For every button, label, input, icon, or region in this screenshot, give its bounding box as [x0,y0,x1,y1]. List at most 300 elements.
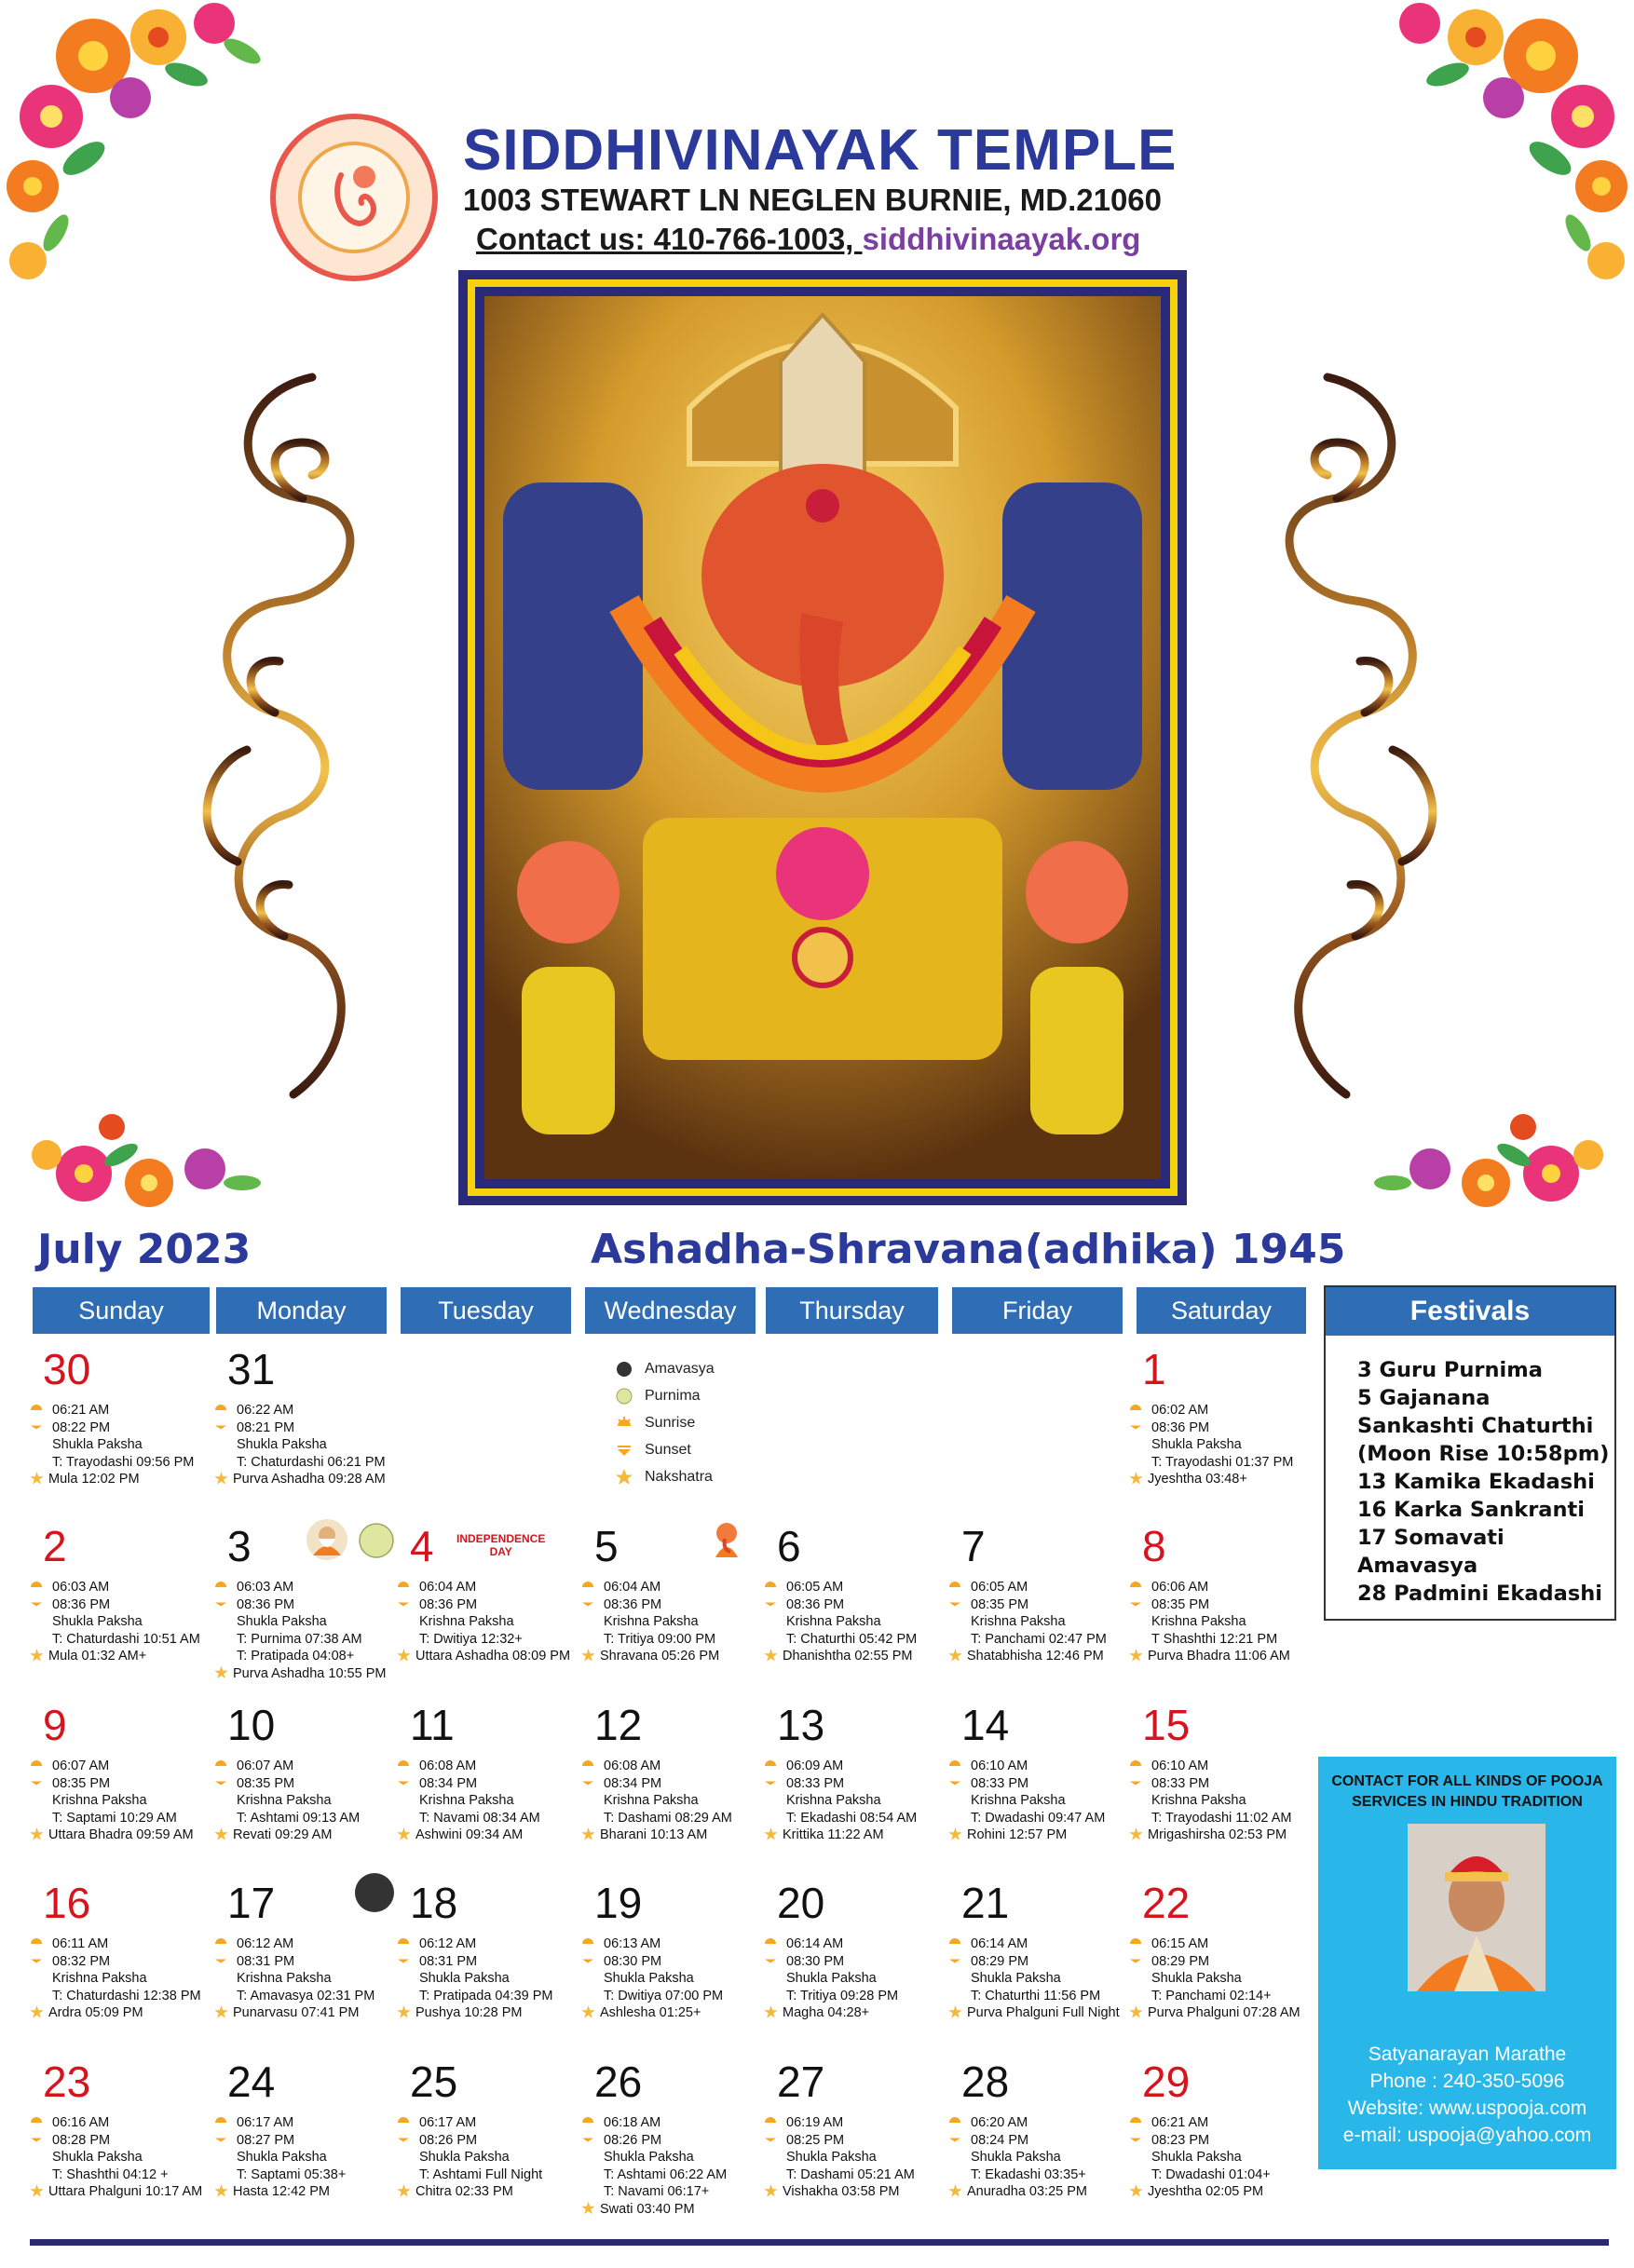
nakshatra-line [1129,2183,1311,2201]
day-details [397,1935,579,2022]
sunset-time: 08:36 PM [52,1596,111,1612]
tithi-line [30,1810,211,1827]
paksha: Shukla Paksha [1151,2150,1242,2165]
paksha-line [948,1792,1130,1810]
deity-photo-frame [458,270,1187,1205]
tithi-line [214,1648,396,1665]
sunrise-time-line [948,1579,1130,1596]
tithi: T: Chaturdashi 10:51 AM [52,1631,200,1647]
sunrise-icon [1130,2117,1141,2123]
tithi: T: Purnima 07:38 AM [237,1631,362,1647]
nakshatra: Purva Phalguni 07:28 AM [1148,2005,1300,2020]
day-number: 5 [594,1522,619,1570]
nakshatra-line [397,2183,579,2201]
day-number: 16 [43,1879,91,1927]
bottom-rule [30,2239,1609,2246]
sunrise-time-line [397,1758,579,1775]
day-number: 2 [43,1522,67,1570]
sunset-icon [398,1778,409,1786]
sunset-time: 08:34 PM [604,1775,662,1791]
sunset-time-line [764,1596,946,1614]
day-details [764,1758,946,1844]
nakshatra-icon [615,1468,633,1487]
sunrise-time-line [214,1579,396,1596]
nakshatra: Rohini 12:57 PM [967,1827,1068,1842]
sunrise-time-line [1129,1402,1311,1419]
sunrise-time: 06:16 AM [52,2115,110,2130]
temple-contact [476,222,1140,257]
flower-decoration-top-left [0,0,279,335]
sunrise-time: 06:14 AM [971,1936,1028,1951]
sunset-icon [31,1422,42,1430]
sunset-time: 08:35 PM [971,1596,1029,1612]
weekday-header-thursday: Thursday [766,1287,938,1334]
sunset-time: 08:23 PM [1151,2132,1210,2148]
tithi: T: Dwitiya 07:00 PM [604,1988,724,2003]
paksha-line [581,1613,763,1631]
sunset-time-line [30,1775,211,1793]
paksha: Krishna Paksha [786,1793,881,1808]
festival-item: 16 Karka Sankranti [1357,1498,1585,1522]
sunrise-time: 06:18 AM [604,2115,661,2130]
tithi-line [397,1988,579,2005]
nakshatra: Chitra 02:33 PM [415,2184,513,2199]
sunset-time: 08:25 PM [786,2132,845,2148]
paksha-line [581,1970,763,1988]
sunset-time: 08:29 PM [971,1953,1029,1969]
independence-day-label: INDEPENDENCE DAY [456,1532,546,1558]
paksha-line [764,1613,946,1631]
scroll-ornament-left [172,359,396,1122]
day-details [397,1579,579,1665]
sunrise-icon [1130,1760,1141,1766]
sunset-time-line [397,2132,579,2150]
sunrise-time: 06:12 AM [237,1936,294,1951]
nakshatra: Punarvasu 07:41 PM [233,2005,360,2020]
sunset-icon [215,1956,226,1963]
nakshatra: Uttara Bhadra 09:59 AM [48,1827,194,1842]
day-cell [764,1702,941,1879]
nakshatra-line [30,2183,211,2201]
sunrise-icon [398,1760,409,1766]
tithi: T: Ashtami 06:22 AM [604,2166,728,2182]
nakshatra-icon [1129,2005,1143,2019]
sunrise-time: 06:11 AM [52,1936,109,1951]
sunset-time: 08:36 PM [1151,1419,1210,1435]
paksha-line [397,1970,579,1988]
tithi: T: Chaturthi 05:42 PM [786,1631,918,1647]
nakshatra-line [30,2004,211,2022]
sunset-icon [398,1599,409,1607]
nakshatra: Ashwini 09:34 AM [415,1827,524,1842]
sunset-time: 08:33 PM [971,1775,1029,1791]
sunrise-time: 06:08 AM [604,1759,661,1773]
festival-item: 13 Kamika Ekadashi [1357,1470,1595,1494]
sunrise-time: 06:03 AM [237,1580,294,1595]
day-cell [1129,1702,1306,1879]
tithi: T: Pratipada 04:08+ [237,1649,355,1664]
tithi-line [1129,1988,1311,2005]
nakshatra-line [214,1471,396,1488]
sunrise-time: 06:14 AM [786,1936,844,1951]
day-cell [764,2058,941,2235]
nakshatra: Jyeshtha 02:05 PM [1148,2184,1264,2199]
nakshatra-icon [30,2005,44,2019]
sunrise-time-line [214,2114,396,2132]
day-number: 3 [227,1522,252,1570]
paksha: Shukla Paksha [237,1437,327,1452]
contact-phone: Contact us: 410-766-1003, [476,222,863,256]
day-cell [948,1702,1125,1879]
nakshatra-line [214,2183,396,2201]
nakshatra-line [948,2183,1130,2201]
sunrise-icon [765,1582,776,1587]
tithi-line [581,1810,763,1827]
tithi-line [581,1988,763,2005]
tithi-line [214,1810,396,1827]
advert-email[interactable]: e-mail: uspooja@yahoo.com [1342,2125,1592,2146]
sunrise-icon [582,1938,593,1944]
sunset-icon [31,1599,42,1607]
sunset-icon [215,1778,226,1786]
sunrise-time-line [30,1579,211,1596]
day-number: 27 [777,2057,825,2106]
paksha: Krishna Paksha [604,1793,699,1808]
sunset-time: 08:22 PM [52,1419,111,1435]
sunset-icon [31,1778,42,1786]
nakshatra-icon [764,2184,778,2198]
nakshatra: Purva Ashadha 09:28 AM [233,1472,386,1487]
paksha: Shukla Paksha [1151,1971,1242,1986]
sunset-time-line [948,1953,1130,1971]
nakshatra-line [948,1827,1130,1844]
festival-item: 28 Padmini Ekadashi [1357,1582,1602,1606]
tithi-line [581,2183,763,2201]
sunset-icon [398,1956,409,1963]
day-number: 8 [1142,1522,1166,1570]
nakshatra-icon [397,2005,411,2019]
tithi-line [397,1631,579,1649]
paksha: Shukla Paksha [1151,1437,1242,1452]
day-number: 20 [777,1879,825,1927]
sunset-icon [949,2135,960,2142]
paksha-line [214,1613,396,1631]
nakshatra: Ashlesha 01:25+ [600,2005,701,2020]
nakshatra-icon [30,1827,44,1841]
sunrise-time: 06:20 AM [971,2115,1028,2130]
sunset-icon [1130,2135,1141,2142]
day-cell [397,1702,574,1879]
sunrise-time: 06:15 AM [1151,1936,1209,1951]
tithi: T: Dashami 08:29 AM [604,1810,732,1826]
sunrise-time: 06:06 AM [1151,1580,1209,1595]
paksha-line [397,1613,579,1631]
sunset-icon [765,2135,776,2142]
paksha-line [764,2149,946,2166]
nakshatra: Mula 12:02 PM [48,1472,140,1487]
paksha: Krishna Paksha [419,1793,514,1808]
nakshatra-icon [30,1649,44,1663]
nakshatra-line [397,2004,579,2022]
day-number: 19 [594,1879,643,1927]
sunrise-icon [765,2117,776,2123]
nakshatra-icon [30,2184,44,2198]
nakshatra: Bharani 10:13 AM [600,1827,708,1842]
sunrise-icon [398,1938,409,1944]
sunrise-time: 06:13 AM [604,1936,661,1951]
nakshatra-icon [581,1827,595,1841]
tithi-line [764,1988,946,2005]
day-cell [397,1880,574,2057]
nakshatra-icon [397,2184,411,2198]
tithi-line [1129,1810,1311,1827]
nakshatra: Purva Ashadha 10:55 PM [233,1665,387,1681]
day-details [764,2114,946,2201]
sunrise-time-line [214,1758,396,1775]
sunset-time: 08:32 PM [52,1953,111,1969]
tithi: T: Chaturthi 11:56 PM [971,1988,1101,2003]
nakshatra-icon [1129,1827,1143,1841]
tithi-line [581,1631,763,1649]
day-number: 23 [43,2057,91,2106]
tithi: T: Navami 06:17+ [604,2184,710,2199]
sunrise-icon [582,1760,593,1766]
tithi: T: Pratipada 04:39 PM [419,1988,553,2003]
paksha-line [397,1792,579,1810]
nakshatra-line [581,2004,763,2022]
nakshatra-icon [764,2005,778,2019]
ganesha-icon [708,1518,745,1559]
paksha-line [948,2149,1130,2166]
paksha: Krishna Paksha [419,1614,514,1629]
day-details [948,1935,1130,2022]
tithi-line [948,1810,1130,1827]
sunset-time-line [764,2132,946,2150]
day-cell [30,2058,207,2235]
day-details [581,1758,763,1844]
paksha-line [1129,2149,1311,2166]
sunrise-icon [949,1760,960,1766]
day-number: 13 [777,1701,825,1749]
amavasya-moon-icon [354,1872,395,1913]
day-number: 12 [594,1701,643,1749]
purnima-moon-icon [358,1522,395,1559]
tithi: T: Dwadashi 09:47 AM [971,1810,1106,1826]
sunset-time-line [581,2132,763,2150]
paksha: Shukla Paksha [786,2150,877,2165]
nakshatra-line [214,1827,396,1844]
tithi-line [30,2166,211,2184]
day-cell [214,1702,391,1879]
sunset-icon [31,1956,42,1963]
sunset-time-line [397,1596,579,1614]
paksha: Shukla Paksha [237,2150,327,2165]
weekday-header-sunday: Sunday [33,1287,210,1334]
sunset-icon [215,1599,226,1607]
tithi: T: Trayodashi 01:37 PM [1151,1454,1294,1470]
sunset-time: 08:36 PM [419,1596,478,1612]
sunset-time-line [397,1775,579,1793]
tithi: T: Panchami 02:47 PM [971,1631,1107,1647]
day-details [30,1758,211,1844]
sunset-time: 08:26 PM [419,2132,478,2148]
sunrise-time-line [581,1579,763,1596]
tithi-line [30,1631,211,1649]
sunset-time-line [214,1775,396,1793]
sunrise-time-line [30,2114,211,2132]
paksha-line [214,2149,396,2166]
tithi: T: Amavasya 02:31 PM [237,1988,375,2003]
nakshatra-icon [948,1827,962,1841]
sunset-time: 08:27 PM [237,2132,295,2148]
nakshatra: Pushya 10:28 PM [415,2005,523,2020]
sunrise-icon [1130,1582,1141,1587]
sunrise-time: 06:09 AM [786,1759,844,1773]
nakshatra: Jyeshtha 03:48+ [1148,1472,1247,1487]
festival-item: (Moon Rise 10:58pm) [1357,1442,1610,1466]
sunrise-time-line [214,1402,396,1419]
sunset-icon [398,2135,409,2142]
purnima-icon [615,1387,633,1406]
nakshatra: Krittika 11:22 AM [783,1827,884,1842]
nakshatra: Purva Phalguni Full Night [967,2005,1120,2020]
paksha-line [30,1436,211,1454]
nakshatra-line [764,2183,946,2201]
festivals-title: Festivals [1326,1287,1614,1336]
paksha-line [30,1970,211,1988]
day-number: 4 [410,1522,434,1570]
sunset-time-line [30,2132,211,2150]
advert-website[interactable]: Website: www.uspooja.com [1347,2098,1587,2119]
day-details [214,1402,396,1488]
sunrise-icon [31,2117,42,2123]
day-number: 25 [410,2057,458,2106]
sunrise-icon [215,1938,226,1944]
nakshatra-line [1129,1827,1311,1844]
tithi: T: Saptami 10:29 AM [52,1810,177,1826]
website-link[interactable]: siddhivinaayak.org [862,222,1141,256]
paksha: Krishna Paksha [604,1614,699,1629]
sunrise-time-line [30,1402,211,1419]
legend-amavasya: Amavasya [645,1361,715,1377]
day-cell [30,1880,207,2057]
nakshatra-icon [581,2202,595,2216]
sunset-icon [1130,1599,1141,1607]
nakshatra-icon [214,2005,228,2019]
weekday-header-monday: Monday [216,1287,387,1334]
nakshatra: Mula 01:32 AM+ [48,1649,147,1664]
paksha-line [214,1436,396,1454]
tithi-line [30,1454,211,1472]
sunrise-time: 06:21 AM [52,1403,110,1418]
sunrise-time-line [948,2114,1130,2132]
day-cell [581,2058,758,2235]
paksha-line [397,2149,579,2166]
nakshatra-line [214,1665,396,1683]
day-number: 14 [961,1701,1010,1749]
nakshatra: Mrigashirsha 02:53 PM [1148,1827,1287,1842]
paksha-line [30,1792,211,1810]
sunrise-time: 06:10 AM [1151,1759,1209,1773]
paksha: Krishna Paksha [1151,1614,1246,1629]
sunset-time-line [397,1953,579,1971]
sunset-icon [1130,1422,1141,1430]
nakshatra-line [397,1827,579,1844]
sunrise-time-line [581,1758,763,1775]
nakshatra-icon [214,1827,228,1841]
festival-item: 3 Guru Purnima [1357,1358,1543,1382]
day-details [581,2114,763,2218]
day-details [214,1579,396,1682]
sunrise-time: 06:04 AM [604,1580,661,1595]
paksha: Shukla Paksha [604,2150,694,2165]
day-cell [581,1702,758,1879]
festival-item: 5 Gajanana Sankashti Chaturthi [1357,1386,1594,1438]
day-details [1129,2114,1311,2201]
sunrise-icon [215,1582,226,1587]
paksha: Shukla Paksha [604,1971,694,1986]
tithi: T: Ashtami 09:13 AM [237,1810,361,1826]
sunrise-time: 06:07 AM [237,1759,294,1773]
tithi: T: Shashthi 04:12 + [52,2166,169,2182]
day-details [30,2114,211,2201]
sunset-time: 08:28 PM [52,2132,111,2148]
day-details [397,2114,579,2201]
weekday-header-tuesday: Tuesday [401,1287,571,1334]
sunset-time-line [214,1596,396,1614]
sunrise-time-line [214,1935,396,1953]
tithi-line [948,1988,1130,2005]
tithi-line [397,2166,579,2184]
nakshatra-icon [397,1649,411,1663]
day-details [214,1935,396,2022]
paksha: Shukla Paksha [419,2150,510,2165]
paksha: Shukla Paksha [786,1971,877,1986]
tithi-line [30,1988,211,2005]
sunrise-time-line [764,1935,946,1953]
nakshatra-line [581,1827,763,1844]
day-cell [1129,1346,1306,1523]
nakshatra-line [30,1648,211,1665]
sunset-time: 08:26 PM [604,2132,662,2148]
nakshatra-icon [948,2184,962,2198]
sunset-icon [582,2135,593,2142]
paksha-line [948,1970,1130,1988]
nakshatra-icon [1129,1649,1143,1663]
day-details [30,1579,211,1665]
tithi: T: Tritiya 09:00 PM [604,1631,716,1647]
sunset-time: 08:36 PM [604,1596,662,1612]
nakshatra-icon [1129,2184,1143,2198]
paksha: Shukla Paksha [971,2150,1061,2165]
nakshatra-icon [948,2005,962,2019]
legend-nakshatra: Nakshatra [645,1469,713,1485]
sunrise-icon [31,1582,42,1587]
sunrise-time-line [397,1935,579,1953]
nakshatra-icon [764,1827,778,1841]
sunrise-time: 06:22 AM [237,1403,294,1418]
nakshatra-icon [581,2005,595,2019]
paksha-line [1129,1792,1311,1810]
day-number: 30 [43,1345,91,1393]
scroll-ornament-right [1244,359,1467,1122]
sunset-icon [765,1599,776,1607]
nakshatra: Magha 04:28+ [783,2005,870,2020]
tithi: T: Tritiya 09:28 PM [786,1988,899,2003]
paksha-line [1129,1436,1311,1454]
day-number: 18 [410,1879,458,1927]
nakshatra-icon [948,1649,962,1663]
